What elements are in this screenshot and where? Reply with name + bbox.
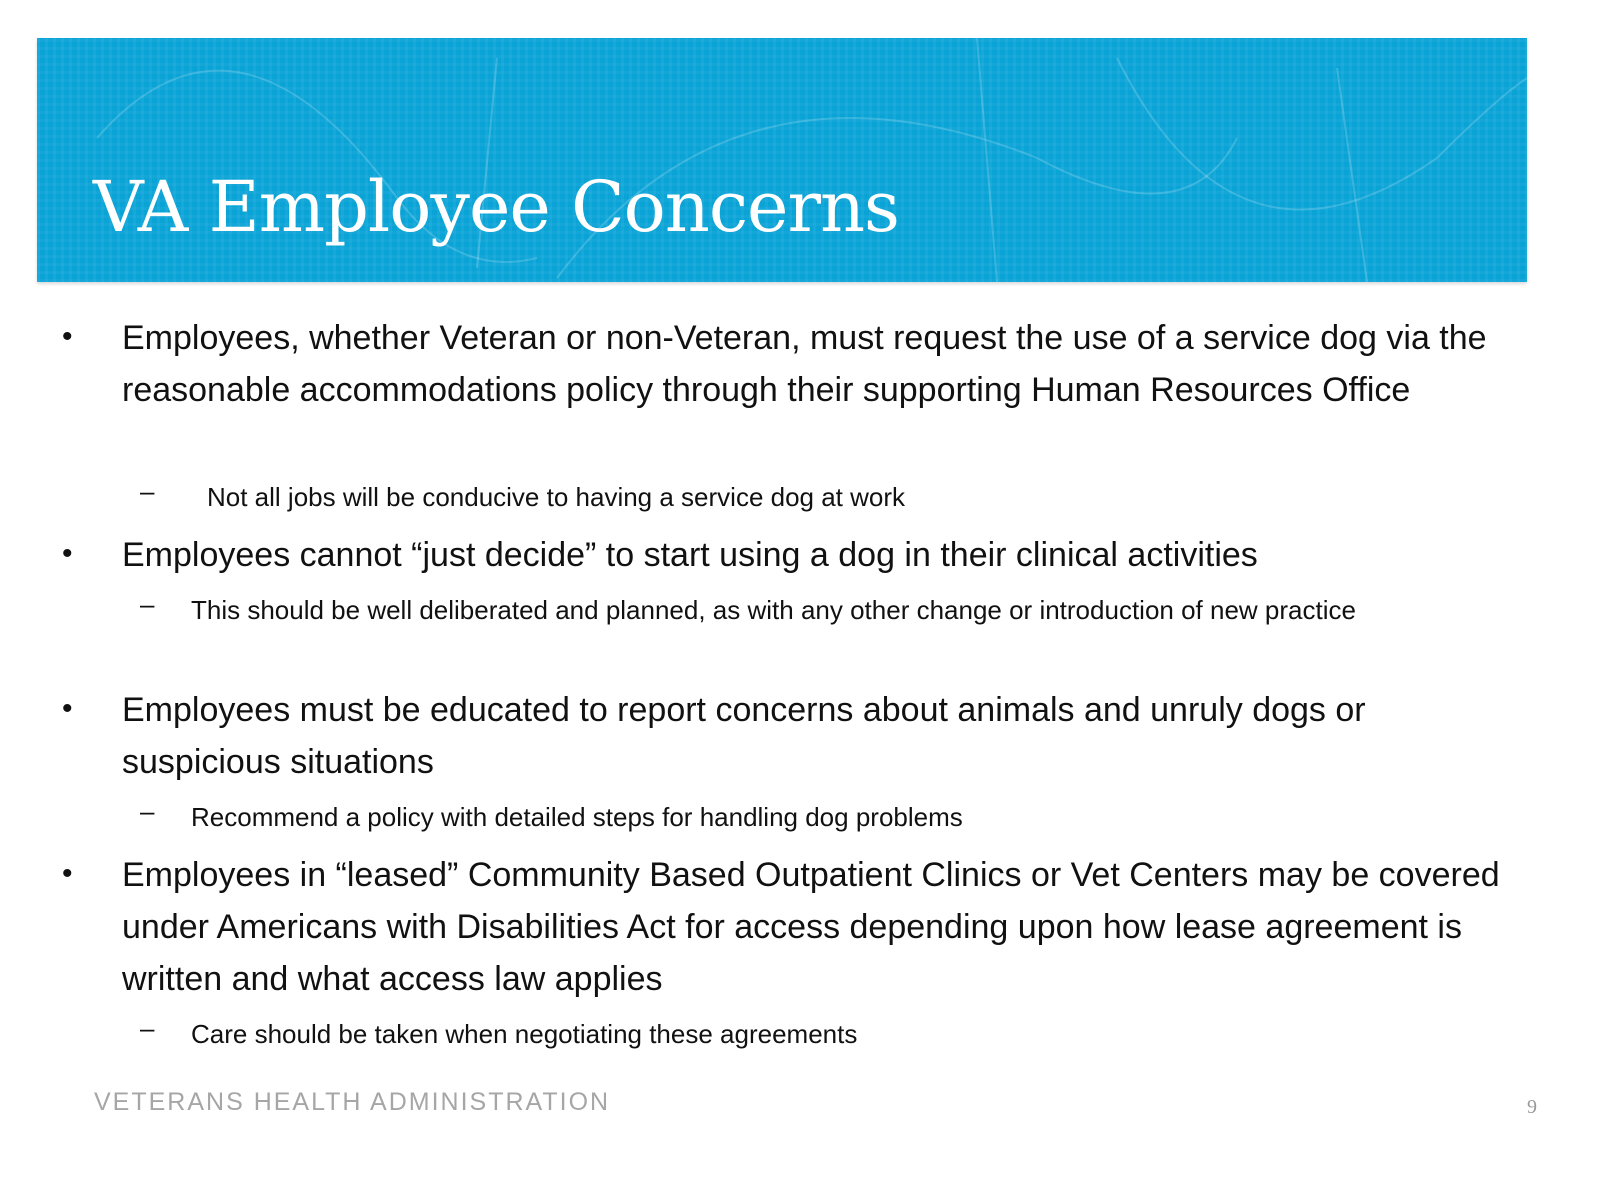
bullet-icon: • — [62, 537, 73, 570]
bullet-text: Employees must be educated to report concerns about animals and unruly dogs or suspicious situations — [122, 691, 1366, 781]
bullet-text: Employees in “leased” Community Based Outpatient Clinics or Vet Centers may be covered under Americans with Disabilities Act for access depending upon how lease agreement is written and what access law applies — [122, 856, 1500, 998]
sub-bullet-text: Recommend a policy with detailed steps for handling dog problems — [191, 802, 963, 832]
bullet-icon: • — [62, 857, 73, 890]
bullet-icon: • — [62, 320, 73, 353]
sub-bullet-text: Care should be taken when negotiating these agreements — [191, 1019, 858, 1049]
bullet-text: Employees cannot “just decide” to start using a dog in their clinical activities — [122, 536, 1258, 574]
dash-icon: – — [140, 476, 155, 506]
bullet-text: Employees, whether Veteran or non-Veteran, must request the use of a service dog via the reasonable accommodations policy through their supporting Human Resources Office — [122, 319, 1487, 409]
dash-icon: – — [140, 589, 155, 619]
sub-bullet-text: This should be well deliberated and planned, as with any other change or introduction of new practice — [191, 595, 1356, 625]
dash-icon: – — [140, 1013, 155, 1043]
footer-organization: VETERANS HEALTH ADMINISTRATION — [94, 1088, 611, 1116]
sub-bullet-text: Not all jobs will be conducive to having a service dog at work — [207, 482, 906, 512]
page-number: 9 — [1527, 1096, 1537, 1118]
slide-title: VA Employee Concerns — [93, 166, 899, 248]
bullet-icon: • — [62, 692, 73, 725]
dash-icon: – — [140, 796, 155, 826]
title-banner — [37, 38, 1527, 282]
